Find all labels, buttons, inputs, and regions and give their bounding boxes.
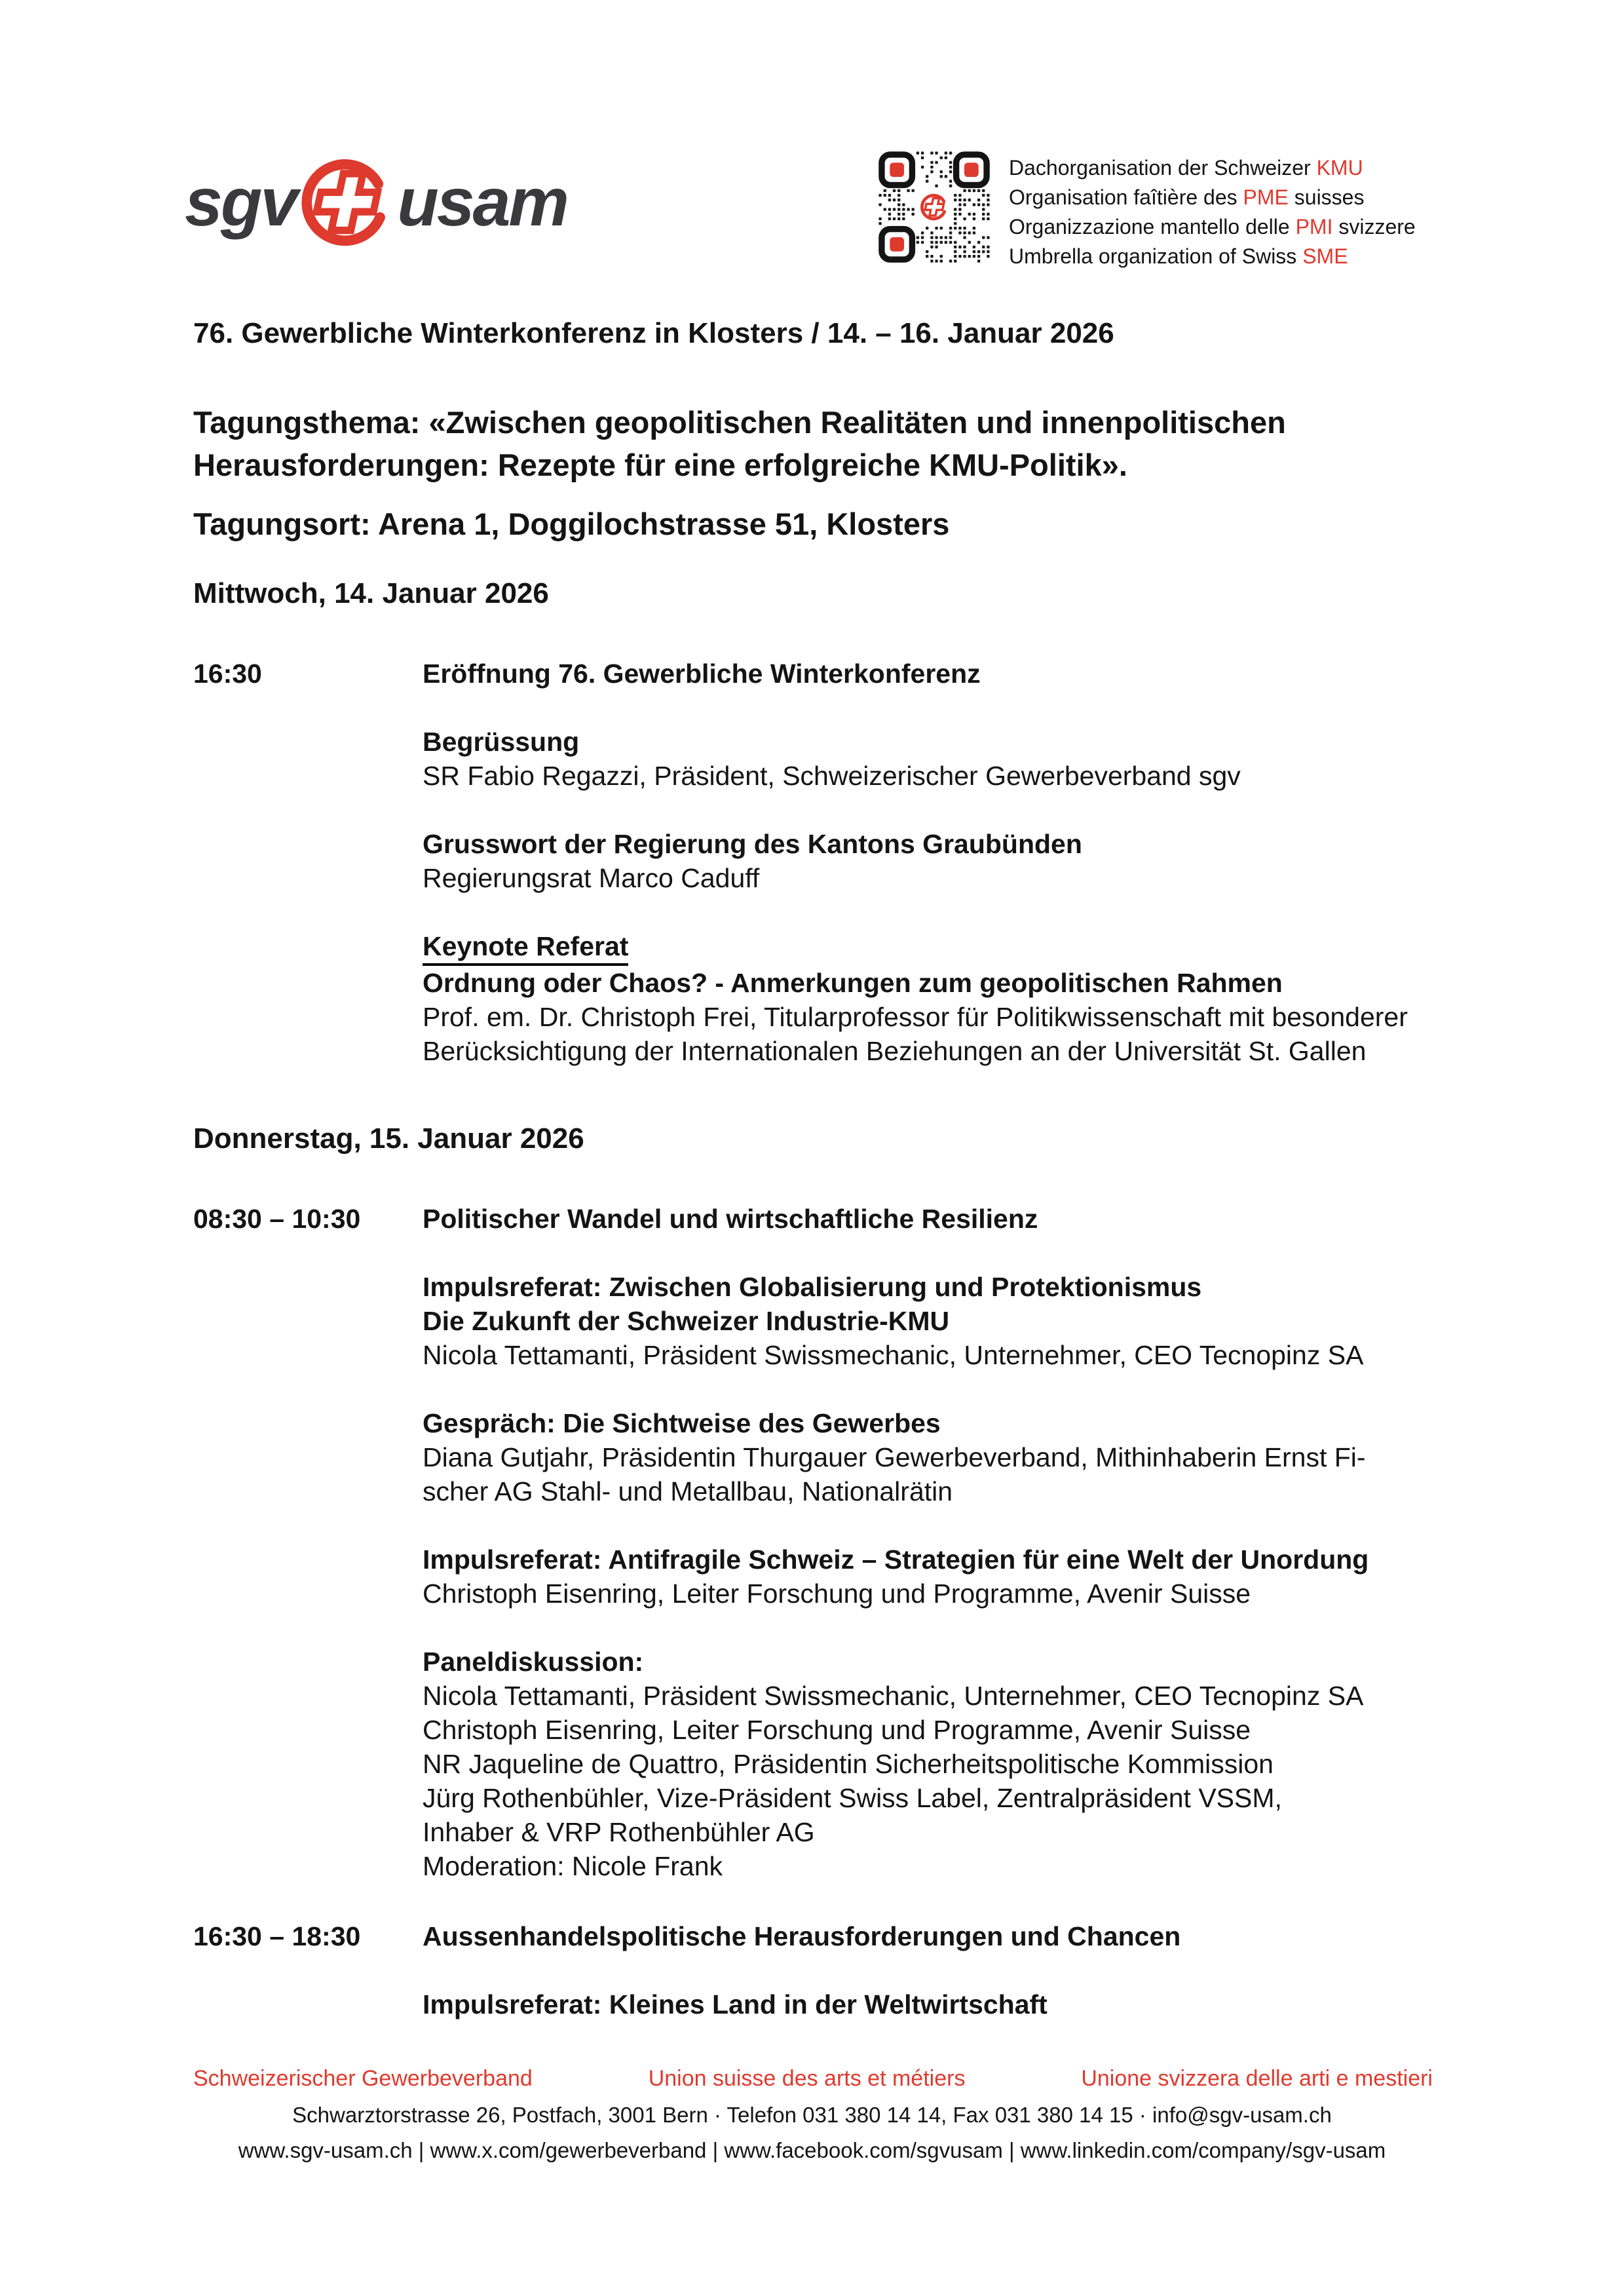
sgv-usam-logo — [185, 156, 567, 249]
org-line-text: suisses — [1288, 185, 1365, 209]
programme-item — [423, 1542, 1467, 1611]
item-line: Nicola Tettamanti, Präsident Swissmechanic, Unternehmer, CEO Tecnopinz SA — [423, 1681, 1364, 1711]
venue-line: Tagungsort: Arena 1, Doggilochstrasse 51, Klosters — [193, 507, 950, 541]
session-title: Eröffnung 76. Gewerbliche Winterkonferenz — [423, 659, 981, 689]
day-sessions — [193, 657, 1467, 1068]
programme-item — [423, 1645, 1467, 1883]
item-line: Moderation: Nicole Frank — [423, 1851, 723, 1881]
footer-address: Schwarztorstrasse 26, Postfach, 3001 Bern · Telefon 031 380 14 14, Fax 031 380 14 15 · info@sgv-usam.ch — [292, 2103, 1332, 2127]
item-heading: Begrüssung — [423, 727, 580, 757]
item-heading: Keynote Referat — [423, 929, 628, 966]
day-sessions — [193, 1202, 1467, 2021]
session-title: Aussenhandelspolitische Herausforderungen und Chancen — [423, 1921, 1181, 1951]
item-heading: Ordnung oder Chaos? - Anmerkungen zum geopolitischen Rahmen — [423, 968, 1283, 998]
item-line: Christoph Eisenring, Leiter Forschung und Programme, Avenir Suisse — [423, 1715, 1251, 1745]
logo-text-sgv: sgv — [185, 164, 297, 240]
org-line-acronym: PMI — [1295, 215, 1333, 239]
item-heading: Impulsreferat: Zwischen Globalisierung und Protektionismus — [423, 1272, 1202, 1302]
item-heading: Gespräch: Die Sichtweise des Gewerbes — [423, 1408, 941, 1438]
org-line-text: Dachorganisation der Schweizer — [1009, 156, 1317, 180]
session-block — [193, 657, 1467, 1068]
programme-item — [423, 827, 1467, 895]
item-heading: Impulsreferat: Antifragile Schweiz – Strategien für eine Welt der Unordung — [423, 1544, 1369, 1575]
day-label: Donnerstag, 15. Januar 2026 — [193, 1122, 584, 1155]
session-time: 08:30 – 10:30 — [193, 1204, 361, 1234]
org-description-block — [1009, 153, 1416, 271]
footer-org-name: Union suisse des arts et métiers — [648, 2066, 966, 2091]
session-block — [193, 1919, 1467, 2021]
footer-organizations — [193, 2065, 1433, 2092]
day-section — [193, 1120, 1467, 2021]
conference-theme — [193, 401, 1467, 486]
org-line-text: Organisation faîtière des — [1009, 185, 1243, 209]
session-title: Politischer Wandel und wirtschaftliche Resilienz — [423, 1204, 1038, 1234]
item-line: Christoph Eisenring, Leiter Forschung und Programme, Avenir Suisse — [423, 1578, 1251, 1609]
org-line — [1009, 242, 1416, 271]
org-line — [1009, 212, 1416, 242]
session-time: 16:30 — [193, 659, 262, 689]
programme-item — [423, 929, 1467, 1068]
org-line-acronym: PME — [1243, 185, 1289, 209]
org-line-acronym: KMU — [1316, 156, 1363, 180]
item-line: Inhaber & VRP Rothenbühler AG — [423, 1817, 815, 1847]
schedule — [193, 575, 1467, 2021]
item-line: SR Fabio Regazzi, Präsident, Schweizerischer Gewerbeverband sgv — [423, 761, 1241, 791]
page-title: 76. Gewerbliche Winterkonferenz in Klosters / 14. – 16. Januar 2026 — [193, 317, 1114, 349]
item-line: scher AG Stahl- und Metallbau, Nationalrätin — [423, 1476, 953, 1506]
qr-center-logo-icon — [922, 195, 945, 219]
footer-org-name: Unione svizzera delle arti e mestieri — [1081, 2066, 1433, 2091]
org-line-text: Organizzazione mantello delle — [1009, 215, 1296, 239]
item-line: Regierungsrat Marco Caduff — [423, 863, 760, 893]
programme-item — [423, 1270, 1467, 1372]
item-heading: Impulsreferat: Kleines Land in der Weltwirtschaft — [423, 1989, 1048, 2019]
day-section — [193, 575, 1467, 1068]
item-line: Nicola Tettamanti, Präsident Swissmechanic, Unternehmer, CEO Tecnopinz SA — [423, 1340, 1364, 1370]
item-heading: Paneldiskussion: — [423, 1647, 644, 1677]
programme-item — [423, 1406, 1467, 1508]
theme-line-1: Tagungsthema: «Zwischen geopolitischen Realitäten und innenpolitischen — [193, 405, 1286, 440]
main-content — [193, 316, 1467, 2021]
org-line-acronym: SME — [1302, 244, 1348, 268]
item-line: NR Jaqueline de Quattro, Präsidentin Sicherheitspolitische Kommission — [423, 1749, 1274, 1779]
org-line-text: svizzere — [1332, 215, 1416, 239]
item-line: Berücksichtigung der Internationalen Beziehungen an der Universität St. Gallen — [423, 1036, 1367, 1066]
item-heading: Grusswort der Regierung des Kantons Graubünden — [423, 829, 1082, 859]
item-heading: Die Zukunft der Schweizer Industrie-KMU — [423, 1306, 950, 1336]
session-block — [193, 1202, 1467, 1883]
org-line — [1009, 183, 1416, 212]
org-line — [1009, 153, 1416, 183]
org-line-text: Umbrella organization of Swiss — [1009, 244, 1303, 268]
item-line: Prof. em. Dr. Christoph Frei, Titularprofessor für Politikwissenschaft mit besonderer — [423, 1002, 1408, 1032]
footer-org-name: Schweizerischer Gewerbeverband — [193, 2066, 533, 2091]
logo-text-usam: usam — [397, 164, 567, 240]
swiss-cross-ring-icon — [300, 156, 393, 249]
qr-code — [878, 151, 991, 263]
programme-item — [423, 725, 1467, 793]
programme-item — [423, 1987, 1467, 2021]
item-line: Diana Gutjahr, Präsidentin Thurgauer Gewerbeverband, Mithinhaberin Ernst Fi- — [423, 1442, 1366, 1472]
footer-links: www.sgv-usam.ch | www.x.com/gewerbeverband | www.facebook.com/sgvusam | www.linkedin.com/company/sgv-usam — [238, 2138, 1386, 2162]
item-line: Jürg Rothenbühler, Vize-Präsident Swiss Label, Zentralpräsident VSSM, — [423, 1783, 1282, 1813]
theme-line-2: Herausforderungen: Rezepte für eine erfolgreiche KMU-Politik». — [193, 448, 1127, 482]
day-label: Mittwoch, 14. Januar 2026 — [193, 577, 549, 609]
session-time: 16:30 – 18:30 — [193, 1921, 361, 1951]
